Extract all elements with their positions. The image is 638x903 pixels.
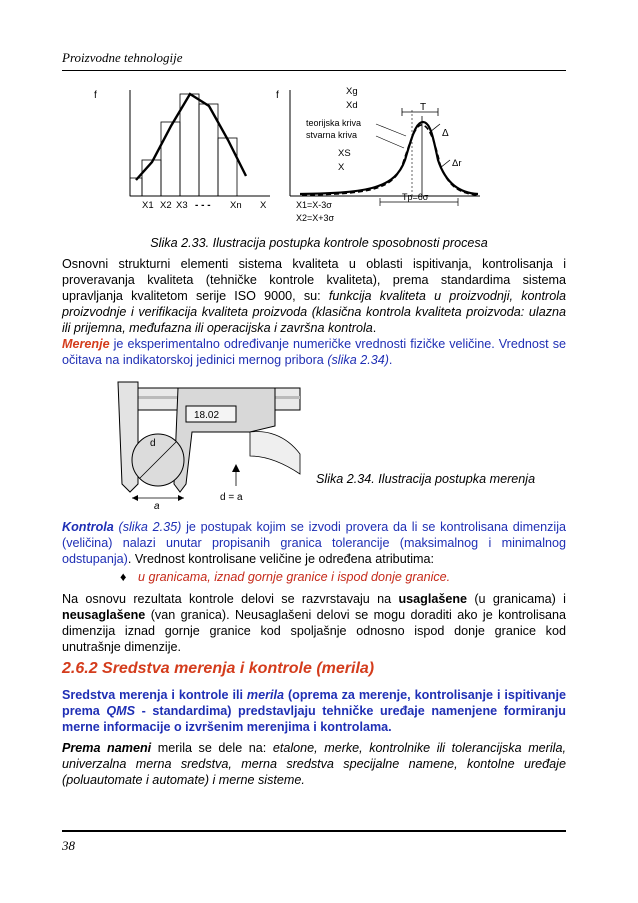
histogram-plot [94,90,270,211]
paragraph-merenje: Merenje je eksperimentalno određivanje numeričke vrednosti fizičke veličine. Vrednost se očitava na indikatorskoj jedinici mernog pribora (slika 2.34). [62,337,566,367]
bullet-attributes: ♦ u granicama, iznad gornje granice i ispod donje granice. [120,570,451,584]
figure-2-33 [80,80,500,230]
header-rule [62,70,566,71]
label-xd: Xd [346,100,358,111]
tick-dots: - - - [195,200,211,211]
tick-x2: X2 [160,200,172,211]
footer-rule [62,830,566,832]
label-t: T [420,102,427,113]
label-delta-r: Δr [452,158,462,169]
figure-2-34 [100,374,320,512]
label-theory: teorijska kriva [306,118,362,128]
right-y-label: f [276,90,279,101]
paragraph-structural-elements: Osnovni strukturni elementi sistema kvaliteta u oblasti ispitivanja, kontrolisanja i proveravanja kvaliteta (tehničke kontrole kvaliteta), prema standardima sistema upravljanja kvalitetom serije ISO 9000, su: funkcija kvaliteta u proizvodnji, kontrola proizvodnje i verifikacija kvaliteta proizvoda (klasična kontrola kvaliteta proizvoda: ulazna ili prijemna, međufazna ili operacijska i završna kontrola. [62,257,567,335]
paragraph-kontrola: Kontrola (slika 2.35) je postupak kojim se izvodi provera da li se kontrolisana dimenzija (veličina) nalazi unutar propisanih granica tolerancije (maksimalnog i minimalnog odstupanja). Vrednost kontrolisane veličine je određena atributima: [62,520,567,566]
bullet-mark: ♦ [120,570,127,584]
paragraph-sredstva: Sredstva merenja i kontrole ili merila (oprema za merenje, kontrolisanje i ispitivanje prema QMS - standardima) predstavljaju tehničke uređaje namenjene formiranju merne informacije o izvršenim merenjima i kontrolama. [62,688,566,734]
left-x-label: X [260,200,267,211]
paragraph-classification: Na osnovu rezultata kontrole delovi se razvrstavaju na usaglašene (u granicama) i neusaglašene (van granica). Neusaglašeni delovi se mogu doraditi ako je kontrolisana dimenzija iznad gornje granice kod spoljašnje odnosno ispod donje granice kod unutrašnje dimenzije. [62,592,566,654]
label-xg: Xg [346,86,358,97]
running-header: Proizvodne tehnologije [62,50,183,65]
label-delta: Δ [442,128,449,139]
label-xs: XS [338,148,351,159]
section-heading: 2.6.2 Sredstva merenja i kontrole (merila) [62,660,375,677]
caliper-display-value: 18.02 [194,410,220,421]
paragraph-prema-nameni: Prema nameni merila se dele na: etalone, merke, kontrolnike ili tolerancijska merila, univerzalna merna sredstva, merna sredstva specijalne namene, kontolne uređaje (poluautomate i automate) i merne sisteme. [62,741,566,787]
tick-xn: Xn [230,200,242,211]
width-label: a [154,501,160,512]
page-number: 38 [62,838,75,853]
figure-2-34-caption: Slika 2.34. Ilustracija postupka merenja [316,472,536,486]
tick-x1: X1 [142,200,154,211]
tick-x3: X3 [176,200,188,211]
equation-label: d = a [220,492,243,503]
left-y-label: f [94,90,97,101]
label-actual: stvarna kriva [306,130,358,140]
label-x: X [338,162,345,173]
label-tp: Tp=6σ [402,192,429,202]
distribution-plot [276,86,480,223]
label-x1-eq: X1=X-3σ [296,200,332,210]
figure-2-33-caption: Slika 2.33. Ilustracija postupka kontrole sposobnosti procesa [150,236,488,250]
label-x2-eq: X2=X+3σ [296,213,335,223]
diameter-label: d [150,438,156,449]
